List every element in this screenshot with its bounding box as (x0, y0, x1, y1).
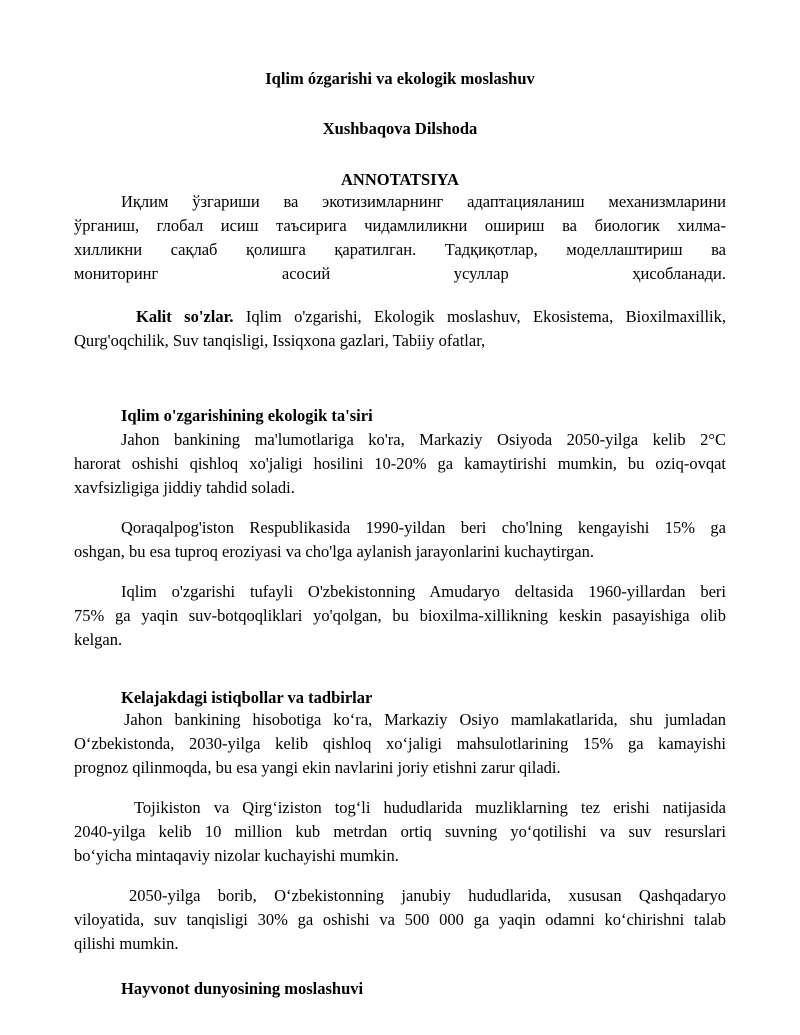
paragraph-line: kelgan. (74, 630, 123, 649)
paragraph-line: viloyatida, suv tanqisligi 30% ga oshishi va 500 000 ga yaqin odamni ko‘chirishni talab (74, 910, 726, 929)
paragraph-line: O‘zbekistonda, 2030-yilga kelib qishloq xo‘jaligi mahsulotlarining 15% ga kamayishi (74, 734, 726, 753)
keywords-line (136, 305, 726, 329)
abstract-line: ўрганиш, глобал исиш таъсирига чидамлиликни ошириш ва биологик хилма- (74, 216, 726, 235)
paragraph-line: Jahon bankining ma'lumotlariga ko'ra, Markaziy Osiyoda 2050-yilga kelib 2°C (121, 430, 726, 449)
paragraph-line: Tojikiston va Qirg‘iziston tog‘li hududlarida muzliklarning tez erishi natijasida (134, 798, 726, 817)
paragraph-line: harorat oshishi qishloq xo'jaligi hosilini 10-20% ga kamaytirishi mumkin, bu oziq-ovqat (74, 454, 726, 473)
paragraph-line: bo‘yicha mintaqaviy nizolar kuchayishi mumkin. (74, 846, 399, 865)
paragraph-line: 2050-yilga borib, O‘zbekistonning janubiy hududlarida, xususan Qashqadaryo (129, 886, 726, 905)
paragraph-line: prognoz qilinmoqda, bu esa yangi ekin navlarini joriy etishni zarur qiladi. (74, 758, 561, 777)
abstract-heading: ANNOTATSIYA (341, 170, 459, 189)
section-heading: Hayvonot dunyosining moslashuvi (121, 979, 364, 998)
paragraph-line: 75% ga yaqin suv-botqoqliklari yo'qolgan, bu bioxilma-xillikning keskin pasayishiga olib (74, 606, 726, 625)
paragraph-line: Jahon bankining hisobotiga ko‘ra, Markaziy Osiyo mamlakatlarida, shu jumladan (124, 710, 726, 729)
paragraph-line: xavfsizligiga jiddiy tahdid soladi. (74, 478, 295, 497)
paragraph-line: 2040-yilga kelib 10 million kub metrdan ortiq suvning yo‘qotilishi va suv resurslari (74, 822, 726, 841)
paper-title: Iqlim ózgarishi va ekologik moslashuv (265, 69, 535, 88)
abstract-line: Иқлим ўзгариши ва экотизимларнинг адаптацияланиш механизмларини (121, 192, 726, 211)
keywords-text: Iqlim o'zgarishi, Ekologik moslashuv, Ekosistema, Bioxilmaxillik, (245, 307, 726, 326)
author-name: Xushbaqova Dilshoda (322, 119, 478, 138)
section-heading: Kelajakdagi istiqbollar va tadbirlar (121, 688, 373, 707)
keywords-line: Qurg'oqchilik, Suv tanqisligi, Issiqxona gazlari, Tabiiy ofatlar, (74, 331, 486, 350)
abstract-line: мониторинг асосий усуллар ҳисобланади. (74, 264, 726, 283)
paragraph-line: Qoraqalpog'iston Respublikasida 1990-yildan beri cho'lning kengayishi 15% ga (121, 518, 726, 537)
paragraph-line: Iqlim o'zgarishi tufayli O'zbekistonning Amudaryo deltasida 1960-yillardan beri (121, 582, 726, 601)
paragraph-line: oshgan, bu esa tuproq eroziyasi va cho'lga aylanish jarayonlarini kuchaytirgan. (74, 542, 594, 561)
keywords-label: Kalit so'zlar. (136, 307, 234, 326)
paragraph-line: qilishi mumkin. (74, 934, 179, 953)
abstract-line: хилликни сақлаб қолишга қаратилган. Тадқиқотлар, моделлаштириш ва (74, 240, 726, 259)
section-heading: Iqlim o'zgarishining ekologik ta'siri (121, 406, 373, 425)
